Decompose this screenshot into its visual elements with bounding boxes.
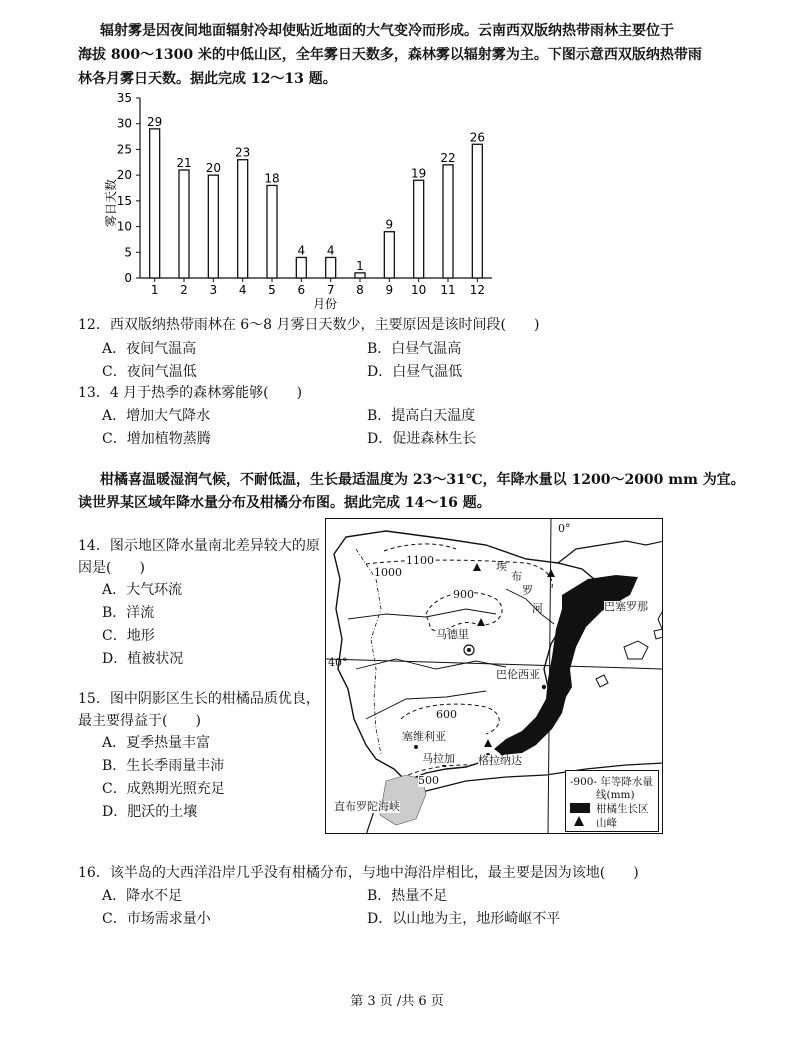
intro1-line2: 海拔 800～1300 米的中低山区，全年雾日天数多，森林雾以辐射雾为主。下图示意西双版纳热带雨 xyxy=(78,47,702,63)
x-tick-label: 8 xyxy=(356,283,364,297)
bar-month-10 xyxy=(414,180,424,278)
bar-value-label: 29 xyxy=(147,114,163,129)
bar-value-label: 18 xyxy=(264,171,280,186)
y-tick-label: 10 xyxy=(116,219,132,234)
y-tick-label: 5 xyxy=(124,245,132,260)
bar-month-9 xyxy=(384,232,394,278)
q12-option-d[interactable]: D．白昼气温低 xyxy=(367,364,463,380)
bar-month-3 xyxy=(208,175,218,278)
menorca xyxy=(654,629,663,639)
q15-stem-line2: 最主要得益于( ) xyxy=(78,713,201,729)
q15-option-a[interactable]: A．夏季热量丰富 xyxy=(102,735,211,751)
bar-value-label: 23 xyxy=(235,145,251,160)
france-coast xyxy=(558,541,663,563)
q13-option-d[interactable]: D．促进森林生长 xyxy=(367,431,477,447)
q14-stem-line2: 因是( ) xyxy=(78,560,145,576)
bar-month-5 xyxy=(267,185,277,278)
seville-dot xyxy=(414,745,418,749)
bar-value-label: 9 xyxy=(385,217,394,232)
bar-value-label: 21 xyxy=(176,156,192,170)
q16-option-b[interactable]: B．热量不足 xyxy=(367,888,448,904)
label-malaga: 马拉加 xyxy=(422,752,455,765)
y-tick-label: 25 xyxy=(116,142,132,157)
fog-days-bar-chart xyxy=(70,88,510,313)
q15-option-c[interactable]: C．成熟期光照充足 xyxy=(102,781,225,797)
x-tick-label: 7 xyxy=(326,283,335,297)
legend-peak-label: 山峰 xyxy=(596,817,617,829)
x-tick-label: 5 xyxy=(268,283,276,297)
label-barcelona: 巴塞罗那 xyxy=(604,600,648,613)
bar-value-label: 1 xyxy=(356,258,364,273)
y-tick-label: 35 xyxy=(116,91,132,105)
label-gibraltar: 直布罗陀海峡 xyxy=(334,800,400,813)
x-tick-label: 12 xyxy=(469,283,485,297)
label-ebro-2: 布 xyxy=(511,570,522,583)
q16-stem: 16．该半岛的大西洋沿岸几乎没有柑橘分布，与地中海沿岸相比，最主要是因为该地( ) xyxy=(78,865,639,881)
label-isohyet-900: 900 xyxy=(453,588,474,601)
x-tick-label: 9 xyxy=(385,283,394,297)
q14-stem-line1: 14．图示地区降水量南北差异较大的原 xyxy=(78,538,320,554)
q12-option-a[interactable]: A．夜间气温高 xyxy=(102,341,197,357)
q13-option-b[interactable]: B．提高白天温度 xyxy=(367,408,476,424)
bar-month-11 xyxy=(443,165,453,278)
legend-citrus-label: 柑橘生长区 xyxy=(596,803,649,815)
label-lon0: 0° xyxy=(558,522,571,535)
q14-option-b[interactable]: B．洋流 xyxy=(102,605,155,621)
q12-option-b[interactable]: B．白昼气温高 xyxy=(367,341,462,357)
legend-peak-icon xyxy=(574,816,584,826)
bar-month-2 xyxy=(179,170,189,278)
q15-option-b[interactable]: B．生长季雨量丰沛 xyxy=(102,758,225,774)
label-isohyet-1000: 1000 xyxy=(374,566,402,579)
valencia-dot xyxy=(542,685,546,689)
y-tick-label: 20 xyxy=(116,168,132,183)
q13-option-a[interactable]: A．增加大气降水 xyxy=(102,408,211,424)
intro2-line2: 读世界某区域年降水量分布及柑橘分布图。据此完成 14～16 题。 xyxy=(78,495,491,511)
bar-value-label: 19 xyxy=(411,166,427,181)
label-valencia: 巴伦西亚 xyxy=(496,668,540,681)
intro2-line1: 柑橘喜温暖湿润气候，不耐低温，生长最适温度为 23～31℃，年降水量以 1200～2000 mm 为宜。 xyxy=(100,472,745,488)
label-seville: 塞维利亚 xyxy=(402,730,446,743)
x-tick-label: 2 xyxy=(180,283,188,297)
q14-option-d[interactable]: D．植被状况 xyxy=(102,651,184,667)
bar-month-12 xyxy=(472,144,482,278)
x-tick-label: 10 xyxy=(411,283,427,297)
q16-option-a[interactable]: A．降水不足 xyxy=(102,888,183,904)
bar-value-label: 20 xyxy=(205,161,221,176)
x-tick-label: 4 xyxy=(238,283,247,297)
bar-month-4 xyxy=(238,160,248,278)
label-isohyet-1100: 1100 xyxy=(406,554,434,567)
q14-option-c[interactable]: C．地形 xyxy=(102,628,155,644)
label-granada: 格拉纳达 xyxy=(478,754,522,767)
bar-value-label: 4 xyxy=(297,243,306,258)
label-ebro-3: 罗 xyxy=(522,584,533,597)
q15-stem-line1: 15．图中阴影区生长的柑橘品质优良， xyxy=(78,691,320,707)
bar-value-label: 26 xyxy=(469,130,485,145)
bar-month-8 xyxy=(355,273,365,278)
sardinia-edge xyxy=(658,609,663,629)
label-ebro-4: 河 xyxy=(532,602,543,615)
x-tick-label: 11 xyxy=(440,283,456,297)
map-legend: -900- 年等降水量 线(mm) 柑橘生长区 山峰 xyxy=(565,770,659,832)
legend-isohyet-unit: 线(mm) xyxy=(596,789,635,801)
q13-stem: 13．4 月于热季的森林雾能够( ) xyxy=(78,385,303,401)
chart-xlabel: 月份 xyxy=(312,297,338,311)
x-tick-label: 1 xyxy=(150,283,159,297)
q12-option-c[interactable]: C．夜间气温低 xyxy=(102,364,197,380)
bar-month-7 xyxy=(326,257,336,278)
mallorca xyxy=(624,641,648,659)
bar-value-label: 22 xyxy=(440,150,456,165)
q14-option-a[interactable]: A．大气环流 xyxy=(102,582,183,598)
q16-option-d[interactable]: D．以山地为主，地形崎岖不平 xyxy=(367,911,561,927)
bar-month-1 xyxy=(150,129,160,278)
y-tick-label: 0 xyxy=(124,271,132,285)
label-isohyet-600: 600 xyxy=(436,708,457,721)
label-ebro-1: 埃 xyxy=(496,560,507,573)
madrid-symbol-inner xyxy=(467,648,471,652)
page-footer: 第 3 页 /共 6 页 xyxy=(350,994,444,1009)
y-tick-label: 15 xyxy=(116,193,132,208)
x-tick-label: 6 xyxy=(297,283,306,297)
q13-option-c[interactable]: C．增加植物蒸腾 xyxy=(102,431,211,447)
y-tick-label: 30 xyxy=(116,116,132,131)
q15-option-d[interactable]: D．肥沃的土壤 xyxy=(102,804,198,820)
x-tick-label: 3 xyxy=(209,283,218,297)
legend-isohyet-label: 年等降水量 xyxy=(600,776,653,788)
q12-stem: 12．西双版纳热带雨林在 6～8 月雾日天数少，主要原因是该时间段( ) xyxy=(78,317,540,333)
bar-month-6 xyxy=(296,257,306,278)
label-madrid: 马德里 xyxy=(436,628,469,641)
legend-citrus-swatch xyxy=(570,803,590,813)
chart-ylabel: 雾日天数 xyxy=(104,178,118,228)
label-lat40: 40° xyxy=(328,656,348,669)
bar-value-label: 4 xyxy=(326,243,335,258)
q16-option-c[interactable]: C．市场需求量小 xyxy=(102,911,211,927)
label-isohyet-500: 500 xyxy=(418,774,439,787)
intro1-line1: 辐射雾是因夜间地面辐射冷却使贴近地面的大气变冷而形成。云南西双版纳热带雨林主要位于 xyxy=(100,23,674,39)
ibiza xyxy=(596,675,608,687)
intro1-line3: 林各月雾日天数。据此完成 12～13 题。 xyxy=(78,71,337,87)
legend-isohyet-value: 900 xyxy=(573,776,594,788)
